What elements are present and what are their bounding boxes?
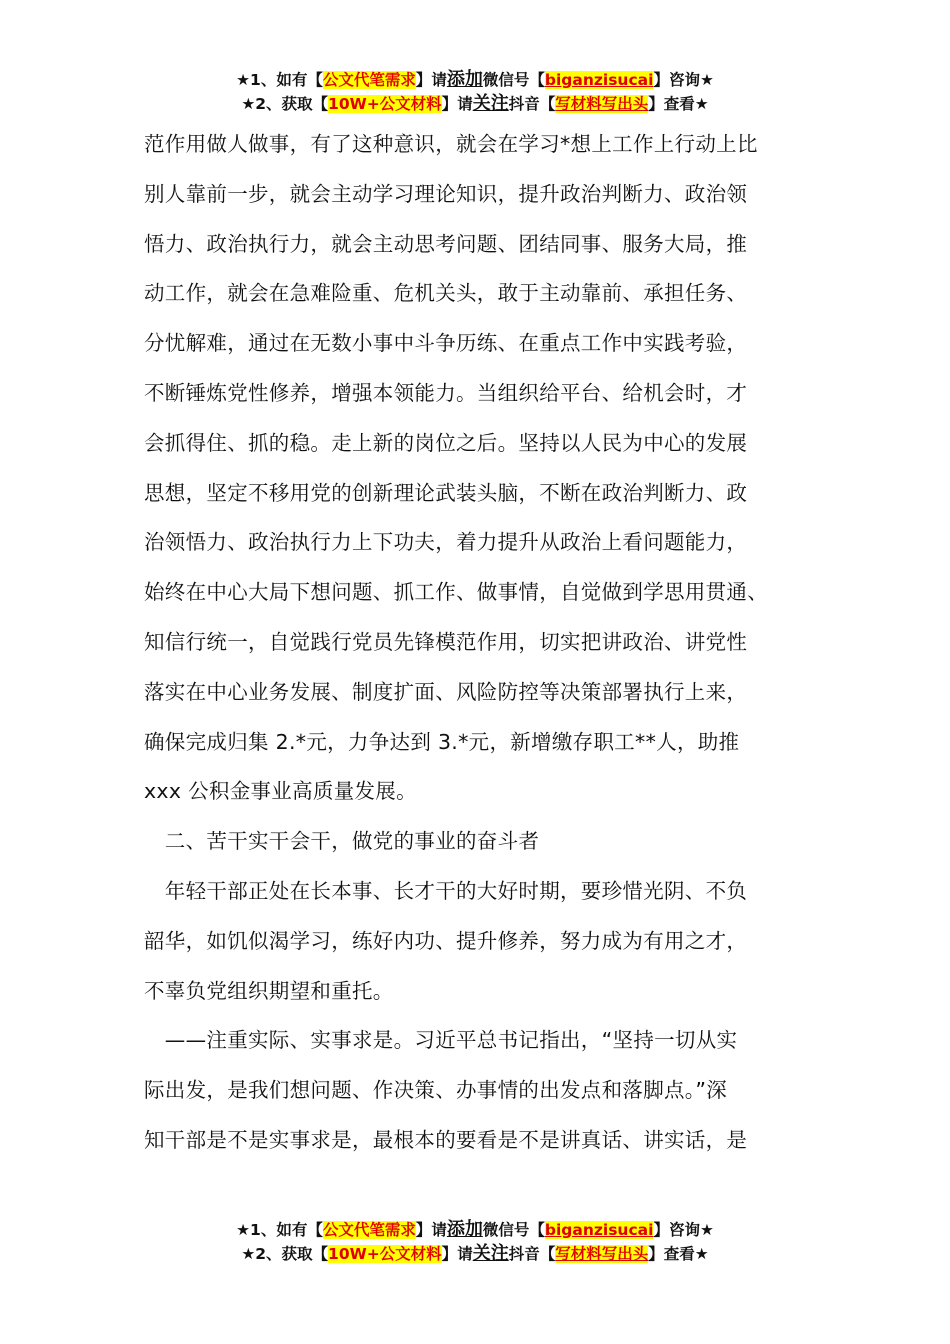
text-line: 别人靠前一步，就会主动学习理论知识，提升政治判断力、政治领 bbox=[144, 181, 748, 206]
emphasis-add: 添加 bbox=[446, 69, 483, 90]
text-line: 落实在中心业务发展、制度扩面、风险防控等决策部署执行上来， bbox=[144, 679, 748, 704]
highlight-service: 公文代笔需求 bbox=[322, 1221, 416, 1239]
banner-text: 】请 bbox=[441, 1245, 473, 1263]
banner-line-2 bbox=[0, 1242, 950, 1266]
banner-text: 】请 bbox=[415, 71, 447, 89]
banner-text: 】查看★ bbox=[648, 1245, 709, 1263]
banner-text: 】咨询★ bbox=[653, 71, 714, 89]
wechat-id: biganzisucai bbox=[544, 1221, 654, 1239]
banner-line-1 bbox=[0, 1218, 950, 1242]
text-line: 始终在中心大局下想问题、抓工作、做事情，自觉做到学思用贯通、 bbox=[144, 580, 768, 605]
banner-text: ★1、如有【 bbox=[236, 1221, 323, 1239]
text-line: 际出发，是我们想问题、作决策、办事情的出发点和落脚点。”深 bbox=[144, 1078, 728, 1103]
banner-text: 】咨询★ bbox=[653, 1221, 714, 1239]
text-line: 年轻干部正处在长本事、长才干的大好时期，要珍惜光阴、不负 bbox=[144, 878, 748, 903]
banner-text: 微信号【 bbox=[482, 1221, 545, 1239]
banner-text: 抖音【 bbox=[508, 1245, 556, 1263]
banner-text: ★2、获取【 bbox=[241, 1245, 329, 1263]
highlight-service: 公文代笔需求 bbox=[322, 71, 416, 89]
banner-line-1 bbox=[0, 68, 950, 92]
banner-text: 】请 bbox=[441, 95, 473, 113]
text-line: 知干部是不是实事求是，最根本的要看是不是讲真话、讲实话，是 bbox=[144, 1127, 748, 1152]
text-line: 确保完成归集 2.*元，力争达到 3.*元，新增缴存职工**人，助推 bbox=[144, 729, 740, 754]
douyin-account: 写材料写出头 bbox=[555, 95, 649, 113]
emphasis-follow: 关注 bbox=[472, 93, 509, 114]
text-line: ——注重实际、实事求是。习近平总书记指出，“坚持一切从实 bbox=[144, 1028, 738, 1053]
douyin-account: 写材料写出头 bbox=[555, 1245, 649, 1263]
banner-line-2 bbox=[0, 92, 950, 116]
banner-text: 微信号【 bbox=[482, 71, 545, 89]
emphasis-add: 添加 bbox=[446, 1219, 483, 1240]
highlight-materials: 10W+公文材料 bbox=[328, 1245, 442, 1263]
document-body bbox=[144, 120, 814, 1166]
banner-text: 】请 bbox=[415, 1221, 447, 1239]
header-banner bbox=[0, 68, 950, 116]
wechat-id: biganzisucai bbox=[544, 71, 654, 89]
text-line: 不辜负党组织期望和重托。 bbox=[144, 978, 394, 1003]
text-line: 悟力、政治执行力，就会主动思考问题、团结同事、服务大局，推 bbox=[144, 231, 748, 256]
banner-text: 抖音【 bbox=[508, 95, 556, 113]
footer-banner bbox=[0, 1218, 950, 1266]
text-line: 不断锤炼党性修养，增强本领能力。当组织给平台、给机会时，才 bbox=[144, 380, 748, 405]
text-line: 二、苦干实干会干，做党的事业的奋斗者 bbox=[144, 829, 540, 854]
text-line: 动工作，就会在急难险重、危机关头，敢于主动靠前、承担任务、 bbox=[144, 281, 748, 306]
text-line: 韶华，如饥似渴学习，练好内功、提升修养，努力成为有用之才， bbox=[144, 928, 748, 953]
text-line: 治领悟力、政治执行力上下功夫，着力提升从政治上看问题能力， bbox=[144, 530, 748, 555]
text-line: xxx 公积金事业高质量发展。 bbox=[144, 779, 417, 804]
text-line: 范作用做人做事，有了这种意识，就会在学习*想上工作上行动上比 bbox=[144, 132, 758, 156]
text-line: 分忧解难，通过在无数小事中斗争历练、在重点工作中实践考验， bbox=[144, 331, 748, 356]
banner-text: ★2、获取【 bbox=[241, 95, 329, 113]
text-line: 知信行统一，自觉践行党员先锋模范作用，切实把讲政治、讲党性 bbox=[144, 629, 748, 654]
banner-text: ★1、如有【 bbox=[236, 71, 323, 89]
text-line: 思想，坚定不移用党的创新理论武装头脑，不断在政治判断力、政 bbox=[144, 480, 748, 505]
highlight-materials: 10W+公文材料 bbox=[328, 95, 442, 113]
emphasis-follow: 关注 bbox=[472, 1243, 509, 1264]
banner-text: 】查看★ bbox=[648, 95, 709, 113]
text-line: 会抓得住、抓的稳。走上新的岗位之后。坚持以人民为中心的发展 bbox=[144, 430, 748, 455]
